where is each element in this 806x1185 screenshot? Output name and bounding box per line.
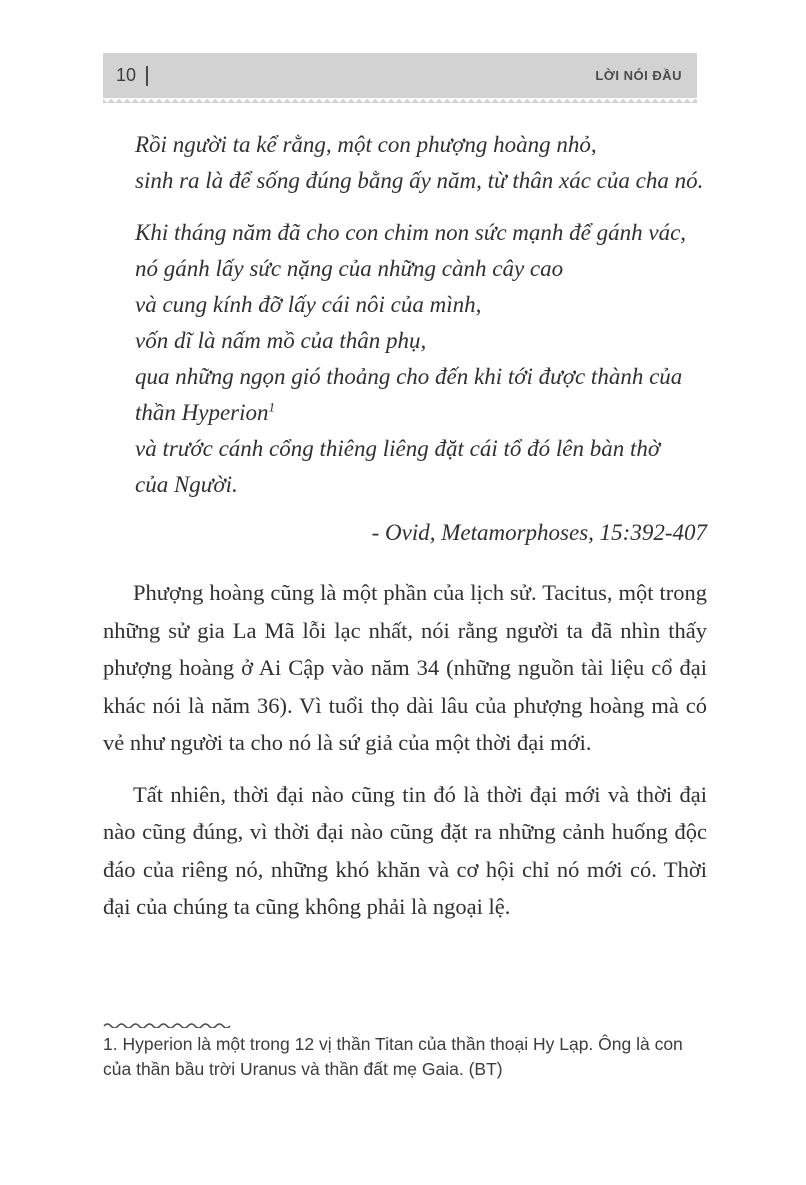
body-paragraph-1: Phượng hoàng cũng là một phần của lịch sử. Tacitus, một trong những sử gia La Mã lỗi lạc nhất, nói rằng người ta đã nhìn thấy phượng hoàng ở Ai Cập vào năm 34 (những nguồn tài liệu cổ đại khác nói là năm 36). Vì tuổi thọ dài lâu của phượng hoàng mà có vẻ như người ta cho nó là sứ giả của một thời đại mới. — [103, 580, 707, 755]
poem-line: và trước cánh cổng thiêng liêng đặt cái tổ đó lên bàn thờ — [135, 436, 661, 461]
poem-line-text: thần Hyperion — [135, 400, 269, 425]
body-paragraph-2: Tất nhiên, thời đại nào cũng tin đó là thời đại mới và thời đại nào cũng đúng, vì thời đại nào cũng đặt ra những cảnh huống độc đáo của riêng nó, những khó khăn và cơ hội chỉ nó mới có. Thời đại của chúng ta cũng không phải là ngoại lệ. — [103, 781, 707, 919]
poem-line: Rồi người ta kể rằng, một con phượng hoàng nhỏ, — [135, 132, 597, 157]
text-column — [103, 127, 707, 926]
quote-attribution: - Ovid, Metamorphoses, 15:392-407 — [371, 520, 707, 545]
poem-line: nó gánh lấy sức nặng của những cành cây cao — [135, 256, 564, 281]
footnote-text: 1. Hyperion là một trong 12 vị thần Titan của thần thoại Hy Lạp. Ông là con của thần bầu trời Uranus và thần đất mẹ Gaia. (BT) — [103, 1034, 683, 1079]
poem-stanza-1 — [135, 127, 707, 199]
footnote-area — [103, 1021, 707, 1082]
footnote-reference: 1 — [268, 399, 276, 415]
header-left-group — [116, 65, 148, 86]
page-number: 10 — [116, 65, 137, 85]
poem-line: Khi tháng năm đã cho con chim non sức mạnh để gánh vác, — [135, 220, 687, 245]
poem-stanza-2 — [135, 215, 707, 503]
poem-quote — [135, 127, 707, 503]
poem-line: của Người. — [135, 472, 238, 497]
footnote-separator-squiggle — [103, 1021, 231, 1028]
header-divider — [146, 66, 148, 86]
poem-line: vốn dĩ là nấm mồ của thân phụ, — [135, 328, 427, 353]
poem-line: và cung kính đỡ lấy cái nôi của mình, — [135, 292, 482, 317]
poem-line: sinh ra là để sống đúng bằng ấy năm, từ thân xác của cha nó. — [135, 168, 704, 193]
poem-line: qua những ngọn gió thoảng cho đến khi tới được thành của — [135, 364, 683, 389]
poem-line — [135, 395, 707, 431]
running-header — [103, 53, 697, 98]
running-title: LỜI NÓI ĐẦU — [595, 68, 682, 83]
